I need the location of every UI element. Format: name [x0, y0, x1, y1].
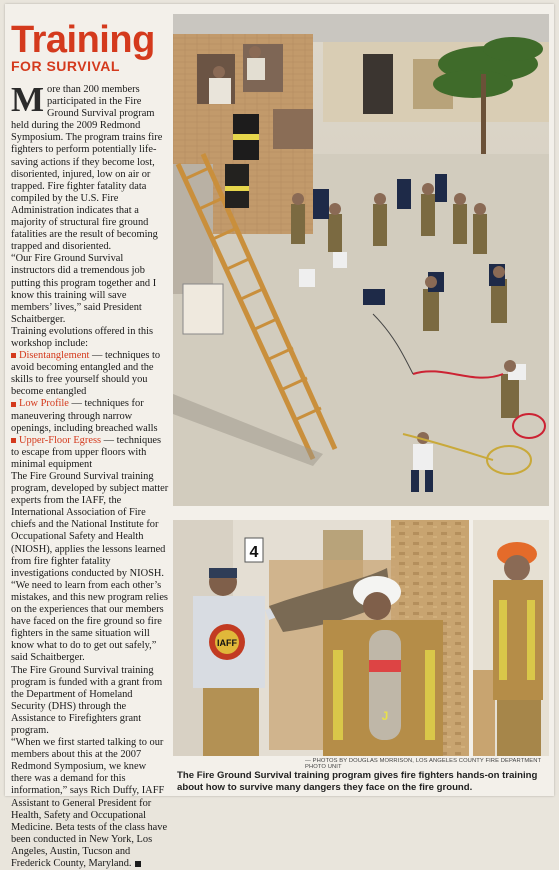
intro-paragraph: More than 200 members participated in the Fire Ground Survival program held during the 2009 Redmond Symposium. The program trains fire fighters to perform potentially life-saving actions if they become lost, disoriented, injured, low on air or trapped. Fire fighter fatality data compiled by the U.S. Fire Administration indicates that a majority of structural fire ground fatalities are the result of becoming trapped and disoriented.: [11, 80, 163, 253]
training-scene-illustration: [173, 14, 549, 506]
shirt-logo-text: IAFF: [217, 638, 237, 648]
main-photo: [173, 14, 549, 506]
list-item: Upper-Floor Egress — techniques to escape from upper floors with minimal equipment: [11, 434, 162, 470]
photo-caption: The Fire Ground Survival training program gives fire fighters hands-on training about how to survive many dangers they face on the fire ground.: [177, 770, 538, 793]
development-paragraph: The Fire Ground Survival training program, developed by subject matter experts from the IAFF, the International Association of Fire chiefs and the National Institute for Occupational Safety and Health (NIOSH), applies the lessons learned from fire fighter fatality investigations conducted by NIOSH.: [11, 471, 169, 579]
photo-credit: — PHOTOS BY DOUGLAS MORRISON, LOS ANGELES COUNTY FIRE DEPARTMENT PHOTO UNIT: [305, 758, 542, 770]
article-column: [11, 10, 169, 870]
grant-paragraph: The Fire Ground Survival training program is funded with a grant from the Department of Homeland Security (DHS) through the Assistance to Firefighters grant program.: [11, 664, 163, 736]
tank-label: J: [381, 709, 389, 723]
quote-paragraph-3: “When we first started talking to our members about this at the 2007 Redmond Symposium, we knew there was a demand for this information,” says Rich Duffy, IAFF Assistant to General President for Health, Safety and Occupational Medicine. Beta tests of the class have been conducted in New York, Los Angeles, Austin, Tucson and Frederick County, Maryland.: [11, 737, 168, 869]
magazine-page: [5, 4, 554, 869]
firefighter-portrait-illustration: [473, 520, 549, 756]
quote-paragraph-2: “We need to learn from each other’s mistakes, and this new program relies on the experiences that our members have faced on the fire ground so fire fighters in the same situation will know what to do to get out safely,” said Schaitberger.: [11, 579, 168, 664]
evolutions-intro: Training evolutions offered in this workshop include:: [11, 325, 153, 349]
list-item: Disentanglement — techniques to avoid becoming entangled and the skills to free yourself should you become entangled: [11, 350, 161, 398]
bullet-icon: [11, 353, 16, 358]
breach-photo: [173, 520, 469, 756]
list-item: Low Profile — techniques for maneuvering through narrow openings, including breached walls: [11, 398, 158, 434]
article-title: Training: [11, 19, 155, 61]
breach-scene-illustration: [173, 520, 469, 756]
bullet-icon: [11, 402, 16, 407]
article-kicker: FOR SURVIVAL: [11, 58, 120, 74]
station-number-sign: 4: [249, 544, 259, 561]
article-body: [11, 80, 169, 870]
quote-paragraph-1: “Our Fire Ground Survival instructors did a tremendous job putting this program together and I know this training will save members’ lives,” said President Schaitberger.: [11, 253, 157, 325]
end-mark-icon: [135, 861, 141, 867]
drop-cap: M: [11, 80, 45, 119]
firefighter-portrait-photo: [473, 520, 549, 756]
bullet-icon: [11, 438, 16, 443]
